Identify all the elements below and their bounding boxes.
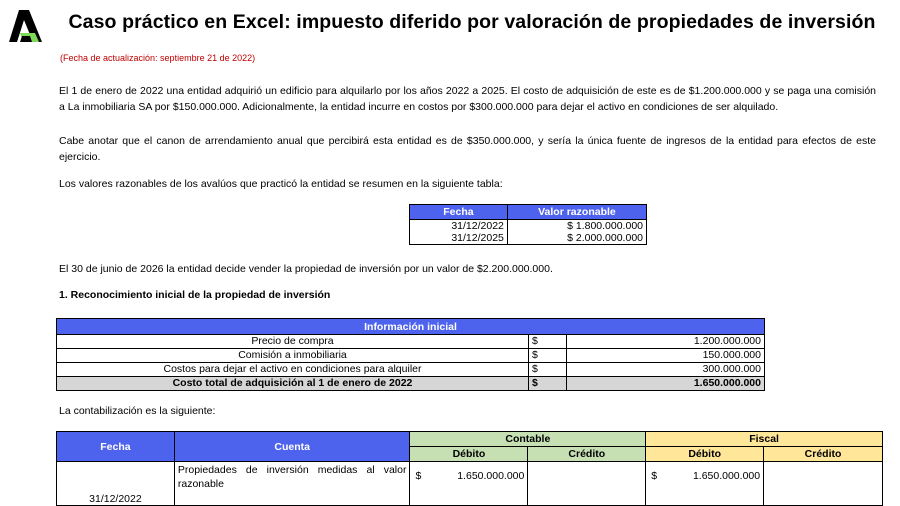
currency-symbol: $ xyxy=(529,377,567,391)
fair-value-amount: $ 1.800.000.000 xyxy=(507,220,646,233)
paragraph-lease-income: Cabe anotar que el canon de arrendamiento anual que percibirá esta entidad es de $350.000.000, y sería la única fuente de ingresos de la entidad para efectos de este ejercicio. xyxy=(59,135,876,163)
column-header-fecha: Fecha xyxy=(410,205,508,220)
fair-value-amount: $ 2.000.000.000 xyxy=(507,232,646,245)
fiscal-debit-value: 1.650.000.000 xyxy=(692,470,761,482)
currency-symbol: $ xyxy=(529,349,567,363)
contable-debit-value: 1.650.000.000 xyxy=(457,470,525,482)
row-label: Precio de compra xyxy=(57,335,529,349)
contable-credit-cell xyxy=(528,462,646,506)
table-row xyxy=(57,335,765,349)
fair-value-date: 31/12/2022 xyxy=(410,220,508,233)
column-header-fecha: Fecha xyxy=(57,432,175,462)
initial-info-table xyxy=(56,318,765,391)
column-header-contable-credito: Crédito xyxy=(528,447,646,462)
section-heading-initial-recognition: 1. Reconocimiento inicial de la propiedad de inversión xyxy=(59,289,331,301)
table-row xyxy=(57,462,883,506)
entry-account: Propiedades de inversión medidas al valor razonable xyxy=(174,462,410,506)
row-label: Costos para dejar el activo en condiciones para alquiler xyxy=(57,363,529,377)
column-header-contable-debito: Débito xyxy=(410,447,528,462)
total-label: Costo total de adquisición al 1 de enero de 2022 xyxy=(57,377,529,391)
currency-symbol: $ xyxy=(415,470,422,482)
fair-value-date: 31/12/2025 xyxy=(410,232,508,245)
column-group-contable: Contable xyxy=(410,432,646,447)
initial-info-header: Información inicial xyxy=(57,319,765,335)
paragraph-journal-intro: La contabilización es la siguiente: xyxy=(59,405,216,417)
page-title: Caso práctico en Excel: impuesto diferido por valoración de propiedades de inversión xyxy=(68,11,876,33)
currency-symbol: $ xyxy=(529,363,567,377)
table-row xyxy=(410,220,647,233)
row-value: 1.200.000.000 xyxy=(567,335,765,349)
update-date-note: (Fecha de actualización: septiembre 21 de 2022) xyxy=(60,53,256,63)
column-header-fiscal-credito: Crédito xyxy=(764,447,883,462)
currency-symbol: $ xyxy=(651,470,658,482)
currency-symbol: $ xyxy=(529,335,567,349)
fiscal-debit-cell xyxy=(646,462,764,506)
column-header-fiscal-debito: Débito xyxy=(646,447,764,462)
column-header-cuenta: Cuenta xyxy=(174,432,410,462)
row-label: Comisión a inmobiliaria xyxy=(57,349,529,363)
paragraph-sale: El 30 de junio de 2026 la entidad decide vender la propiedad de inversión por un valor de $2.200.000.000. xyxy=(59,263,553,275)
row-value: 300.000.000 xyxy=(567,363,765,377)
contable-debit-cell xyxy=(410,462,528,506)
paragraph-acquisition: El 1 de enero de 2022 una entidad adquirió un edificio para alquilarlo por los años 2022 a 2025. El costo de adquisición de este es de $1.200.000.000 y se paga una comisión a La inmobiliaria SA por $150.000.000. Adicionalmente, la entidad incurre en costos por $300.000.000 para dejar el activo en condiciones de ser alquilado. xyxy=(59,85,876,113)
column-group-fiscal: Fiscal xyxy=(646,432,883,447)
table-row xyxy=(410,232,647,245)
fair-value-table xyxy=(409,204,647,245)
total-row xyxy=(57,377,765,391)
table-row xyxy=(57,363,765,377)
total-value: 1.650.000.000 xyxy=(567,377,765,391)
paragraph-fair-values-intro: Los valores razonables de los avalúos que practicó la entidad se resumen en la siguiente tabla: xyxy=(59,178,503,190)
table-row xyxy=(57,349,765,363)
actualicese-logo xyxy=(8,9,44,43)
fiscal-credit-cell xyxy=(764,462,883,506)
entry-date: 31/12/2022 xyxy=(57,462,175,506)
row-value: 150.000.000 xyxy=(567,349,765,363)
column-header-valor-razonable: Valor razonable xyxy=(507,205,646,220)
